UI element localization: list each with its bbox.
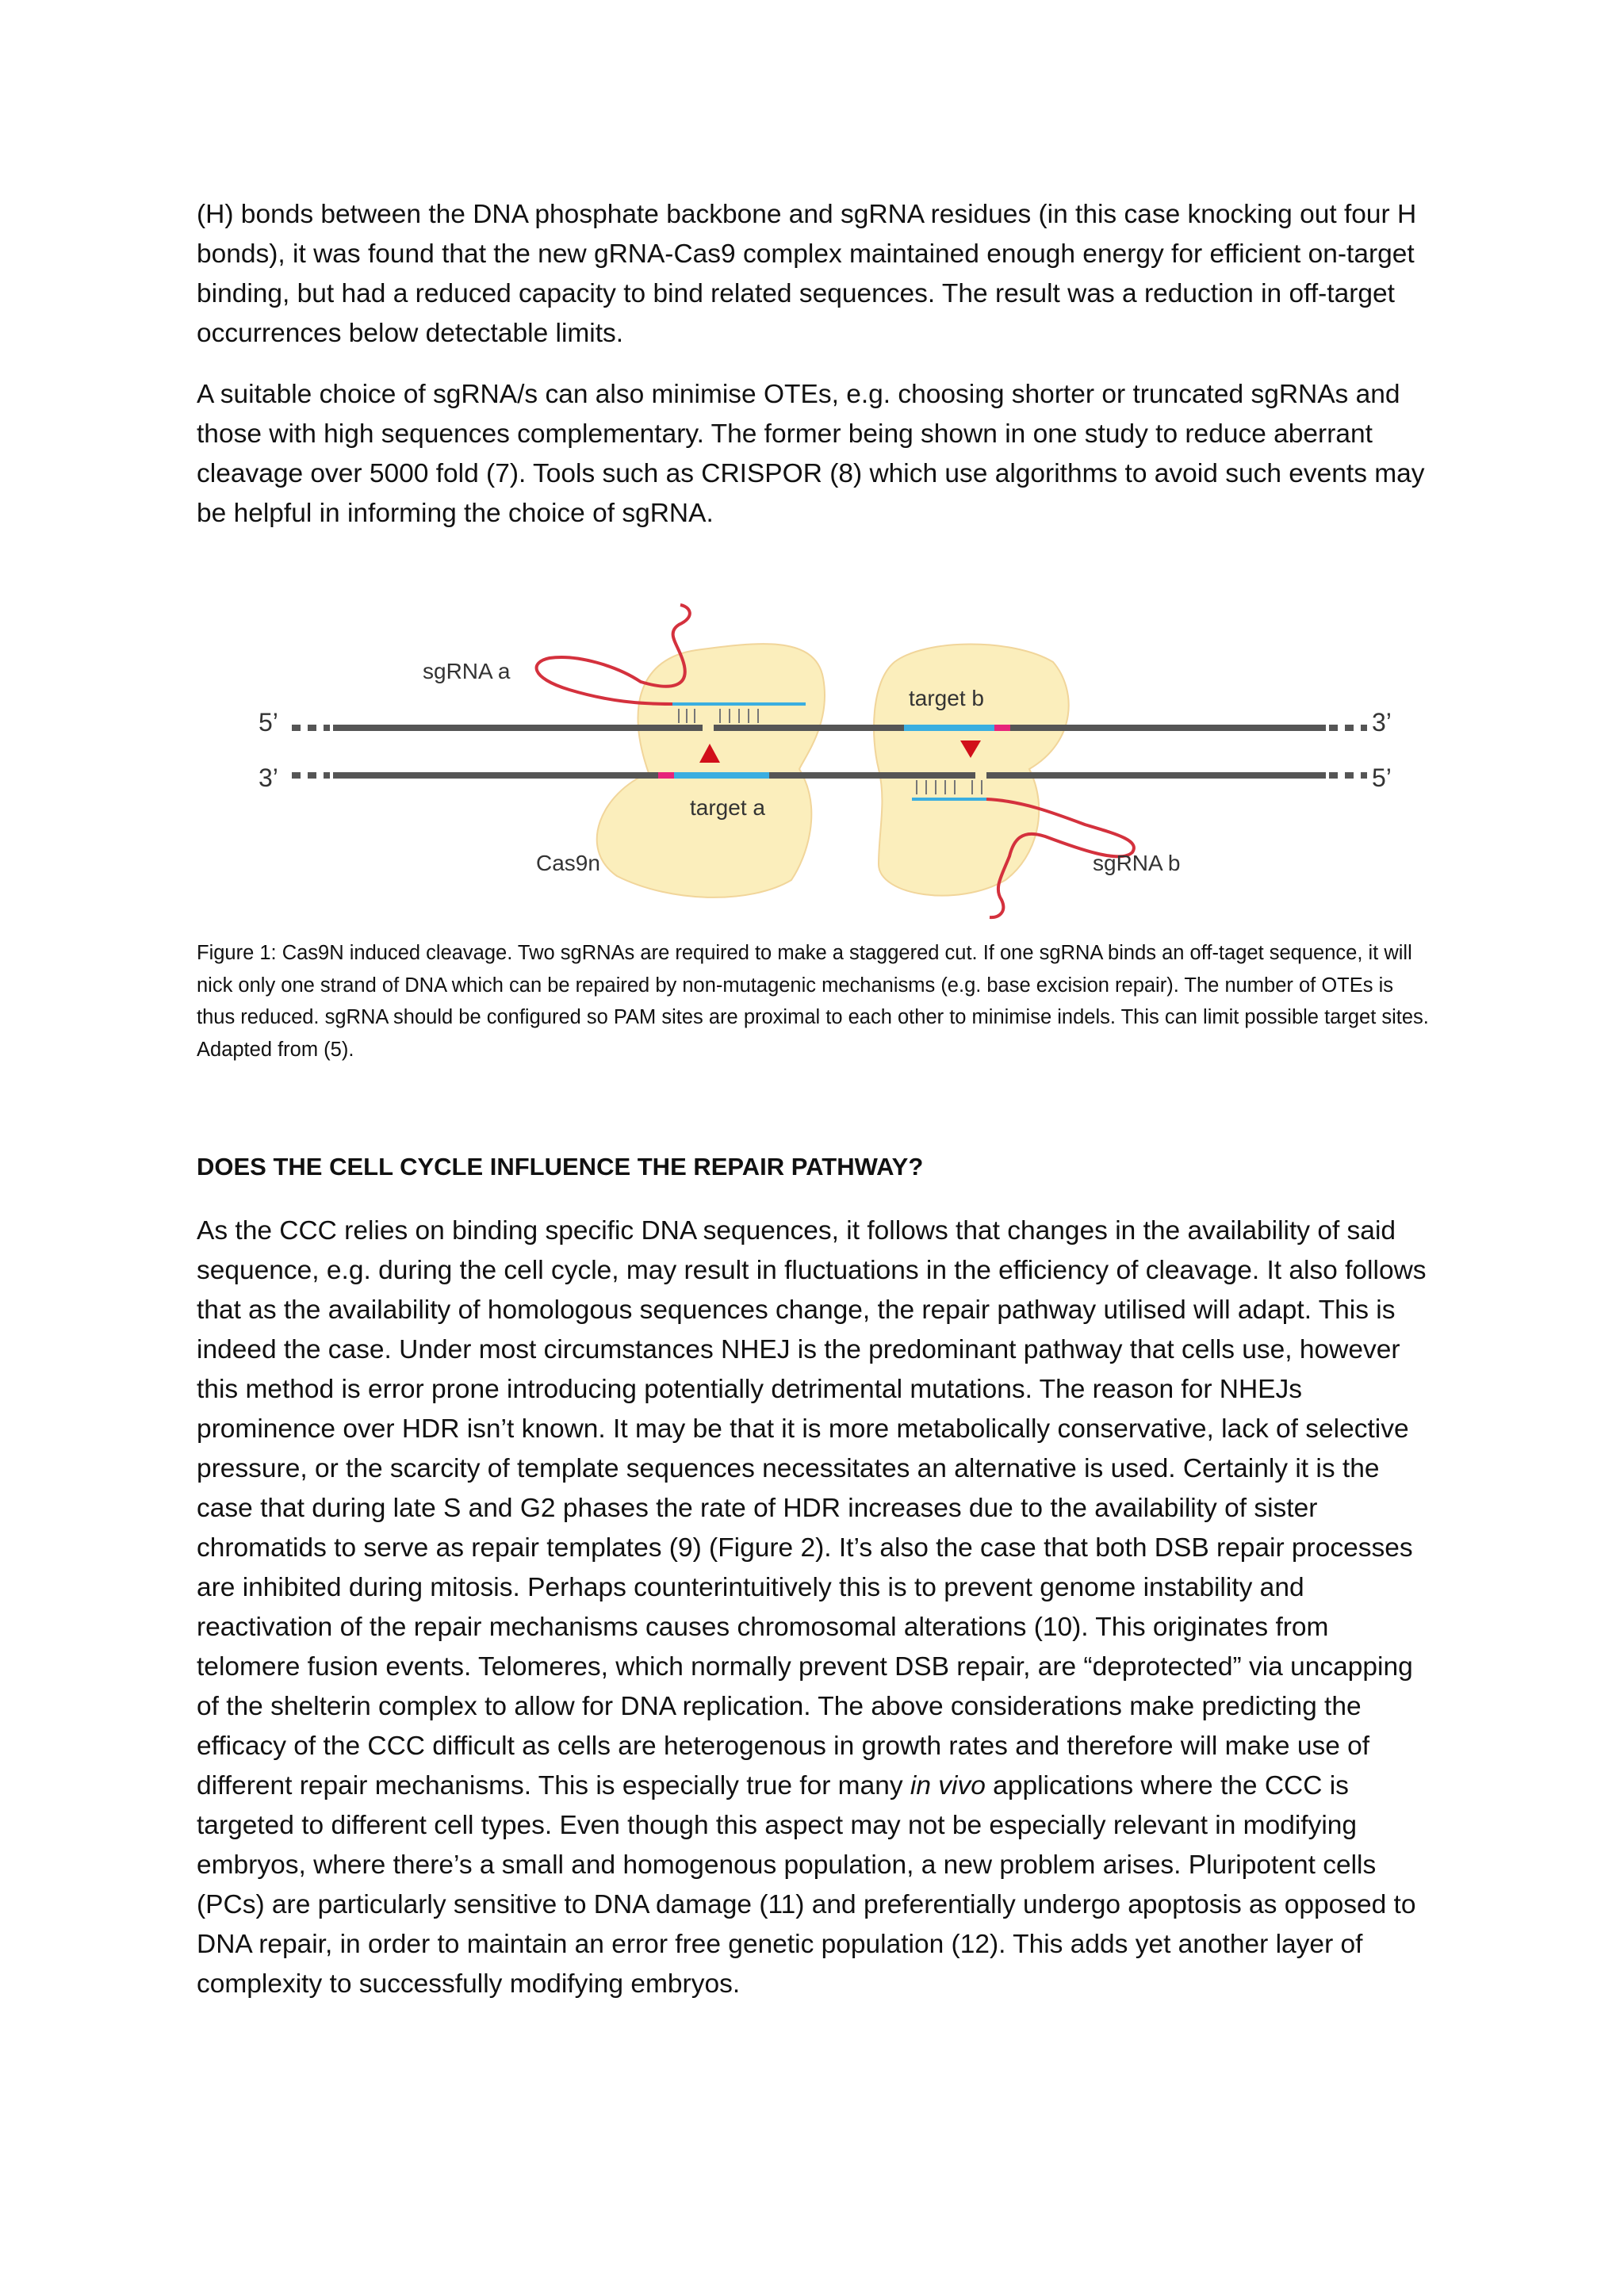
label-target-b: target b: [909, 686, 984, 710]
label-top-right-end: 3’: [1372, 708, 1392, 737]
paragraph-cell-cycle: [197, 1211, 1434, 2004]
figure-caption: Figure 1: Cas9N induced cleavage. Two sgRNAs are required to make a staggered cut. If one sgRNA binds an off-taget sequence, it will nick only one strand of DNA which can be repaired by non-mutagenic mechanisms (e.g. base excision repair). The number of OTEs is thus reduced. sgRNA should be configured so PAM sites are proximal to each other to minimise indels. This can limit possible target sites. Adapted from (5).: [197, 942, 1429, 1061]
label-cas9n: Cas9n: [536, 851, 600, 875]
label-sgrna-a: sgRNA a: [423, 659, 511, 683]
paragraph-hydrogen-bonds: (H) bonds between the DNA phosphate backbone and sgRNA residues (in this case knocking out four H bonds), it was found that the new gRNA-Cas9 complex maintained enough energy for efficient on-target binding, but had a reduced capacity to bind related sequences. The result was a reduction in off-target occurrences below detectable limits.: [197, 200, 1417, 348]
paragraph-cell-cycle-part1: As the CCC relies on binding specific DNA sequences, it follows that changes in the availability of said sequence, e.g. during the cell cycle, may result in fluctuations in the efficiency of cleavage. It also follows that as the availability of homologous sequences change, the repair pathway utilised will adapt. This is indeed the case. Under most circumstances NHEJ is the predominant pathway that cells use, however this method is error prone introducing potentially detrimental mutations. The reason for NHEJs prominence over HDR isn’t known. It may be that it is more metabolically conservative, lack of selective pressure, or the scarcity of template sequences necessitates an alternative is used. Certainly it is the case that during late S and G2 phases the rate of HDR increases due to the availability of sister chromatids to serve as repair templates (9) (Figure 2). It’s also the case that both DSB repair processes are inhibited during mitosis. Perhaps counterintuitively this is to prevent genome instability and reactivation of the repair mechanisms causes chromosomal alterations (10). This originates from telomere fusion events. Telomeres, which normally prevent DSB repair, are “deprotected” via uncapping of the shelterin complex to allow for DNA replication. The above considerations make predicting the efficacy of the CCC difficult as cells are heterogenous in growth rates and therefore will make use of different repair mechanisms. This is especially true for many: [197, 1216, 1427, 1800]
paragraph-sgrna-choice: A suitable choice of sgRNA/s can also minimise OTEs, e.g. choosing shorter or truncated sgRNAs and those with high sequences complementary. The former being shown in one study to reduce aberrant cleavage over 5000 fold (7). Tools such as CRISPOR (8) which use algorithms to avoid such events may be helpful in informing the choice of sgRNA.: [197, 380, 1425, 528]
label-bottom-left-end: 3’: [259, 763, 278, 792]
label-top-left-end: 5’: [259, 708, 278, 737]
label-sgrna-b: sgRNA b: [1093, 851, 1181, 875]
label-bottom-right-end: 5’: [1372, 763, 1392, 792]
paragraph-cell-cycle-italic: in vivo: [910, 1771, 986, 1800]
cas9n-protein-a: [597, 644, 825, 897]
cas9n-protein-b: [874, 645, 1069, 896]
label-target-a: target a: [690, 795, 765, 820]
section-heading: DOES THE CELL CYCLE INFLUENCE THE REPAIR PATHWAY?: [197, 1153, 924, 1181]
figure-cas9n-cleavage: [197, 603, 1434, 920]
paragraph-cell-cycle-part2: applications where the CCC is targeted to different cell types. Even though this aspect may not be especially relevant in modifying embryos, where there’s a small and homogenous population, a new problem arises. Pluripotent cells (PCs) are particularly sensitive to DNA damage (11) and preferentially undergo apoptosis as opposed to DNA repair, in order to maintain an error free genetic population (12). This adds yet another layer of complexity to successfully modifying embryos.: [197, 1771, 1416, 1999]
